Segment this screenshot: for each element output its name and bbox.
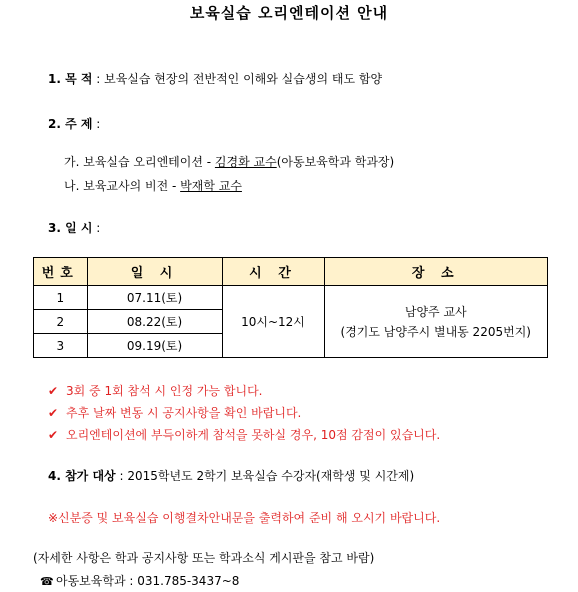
- note-text: 오리엔테이션에 부득이하게 참석을 못하실 경우, 10점 감점이 있습니다.: [66, 428, 441, 442]
- section-schedule-label: 3. 일 시: [48, 221, 93, 235]
- topic-item: [64, 177, 242, 194]
- section-target-sep: :: [115, 469, 128, 483]
- topic-prefix: 가. 보육실습 오리엔테이션 -: [64, 155, 215, 169]
- table-row: [34, 286, 548, 310]
- topic-speaker: 김경화 교수: [214, 155, 277, 169]
- section-topic-label: 2. 주 제: [48, 117, 93, 131]
- section-purpose: [48, 70, 382, 87]
- section-schedule: [48, 219, 100, 236]
- cell-date: 09.19(토): [87, 334, 222, 358]
- cell-number: 3: [34, 334, 88, 358]
- section-purpose-text: 보육실습 현장의 전반적인 이해와 실습생의 태도 함양: [104, 72, 383, 86]
- section-schedule-sep: :: [92, 221, 101, 235]
- topic-suffix: (아동보육학과 학과장): [276, 155, 395, 169]
- preparation-note: ※신분증 및 보육실습 이행결차안내문을 출력하여 준비 해 오시기 바랍니다.: [48, 511, 441, 525]
- topic-prefix: 나. 보육교사의 비전 -: [64, 179, 181, 193]
- footer-note: (자세한 사항은 학과 공지사항 또는 학과소식 게시판을 참고 바람): [33, 551, 375, 565]
- section-purpose-label: 1. 목 적: [48, 72, 93, 86]
- cell-date: 07.11(토): [87, 286, 222, 310]
- place-address: (경기도 남양주시 별내동 2205번지): [340, 324, 531, 339]
- contact-line: [40, 572, 239, 589]
- header-place: 장 소: [324, 258, 548, 286]
- header-number: 번호: [34, 258, 88, 286]
- notes-list: [48, 380, 440, 446]
- check-icon: ✔: [48, 428, 59, 442]
- section-target: [48, 467, 414, 484]
- section-target-label: 4. 참가 대상: [48, 469, 116, 483]
- note-item: [48, 424, 440, 446]
- phone-icon: ☎: [40, 575, 54, 588]
- section-topic-sep: :: [92, 117, 101, 131]
- contact-text: 아동보육학과 : 031.785-3437~8: [56, 574, 240, 588]
- note-item: [48, 380, 440, 402]
- check-icon: ✔: [48, 406, 59, 420]
- cell-time: 10시~12시: [222, 286, 324, 358]
- place-name: 남양주 교사: [404, 304, 467, 319]
- header-time: 시 간: [222, 258, 324, 286]
- cell-date: 08.22(토): [87, 310, 222, 334]
- cell-number: 2: [34, 310, 88, 334]
- cell-number: 1: [34, 286, 88, 310]
- check-icon: ✔: [48, 384, 59, 398]
- topic-item: [64, 153, 394, 170]
- section-topic: [48, 115, 100, 132]
- note-text: 추후 날짜 변동 시 공지사항을 확인 바랍니다.: [66, 406, 302, 420]
- cell-place: [324, 286, 548, 358]
- table-header-row: [34, 258, 548, 286]
- topic-speaker: 박재학 교수: [180, 179, 242, 193]
- schedule-table: [33, 257, 548, 358]
- page-title: 보육실습 오리엔테이션 안내: [189, 4, 389, 22]
- section-target-text: 2015학년도 2학기 보육실습 수강자(재학생 및 시간제): [127, 469, 415, 483]
- header-date: 일 시: [87, 258, 222, 286]
- note-item: [48, 402, 440, 424]
- note-text: 3회 중 1회 참석 시 인정 가능 합니다.: [66, 384, 263, 398]
- section-purpose-sep: :: [92, 72, 105, 86]
